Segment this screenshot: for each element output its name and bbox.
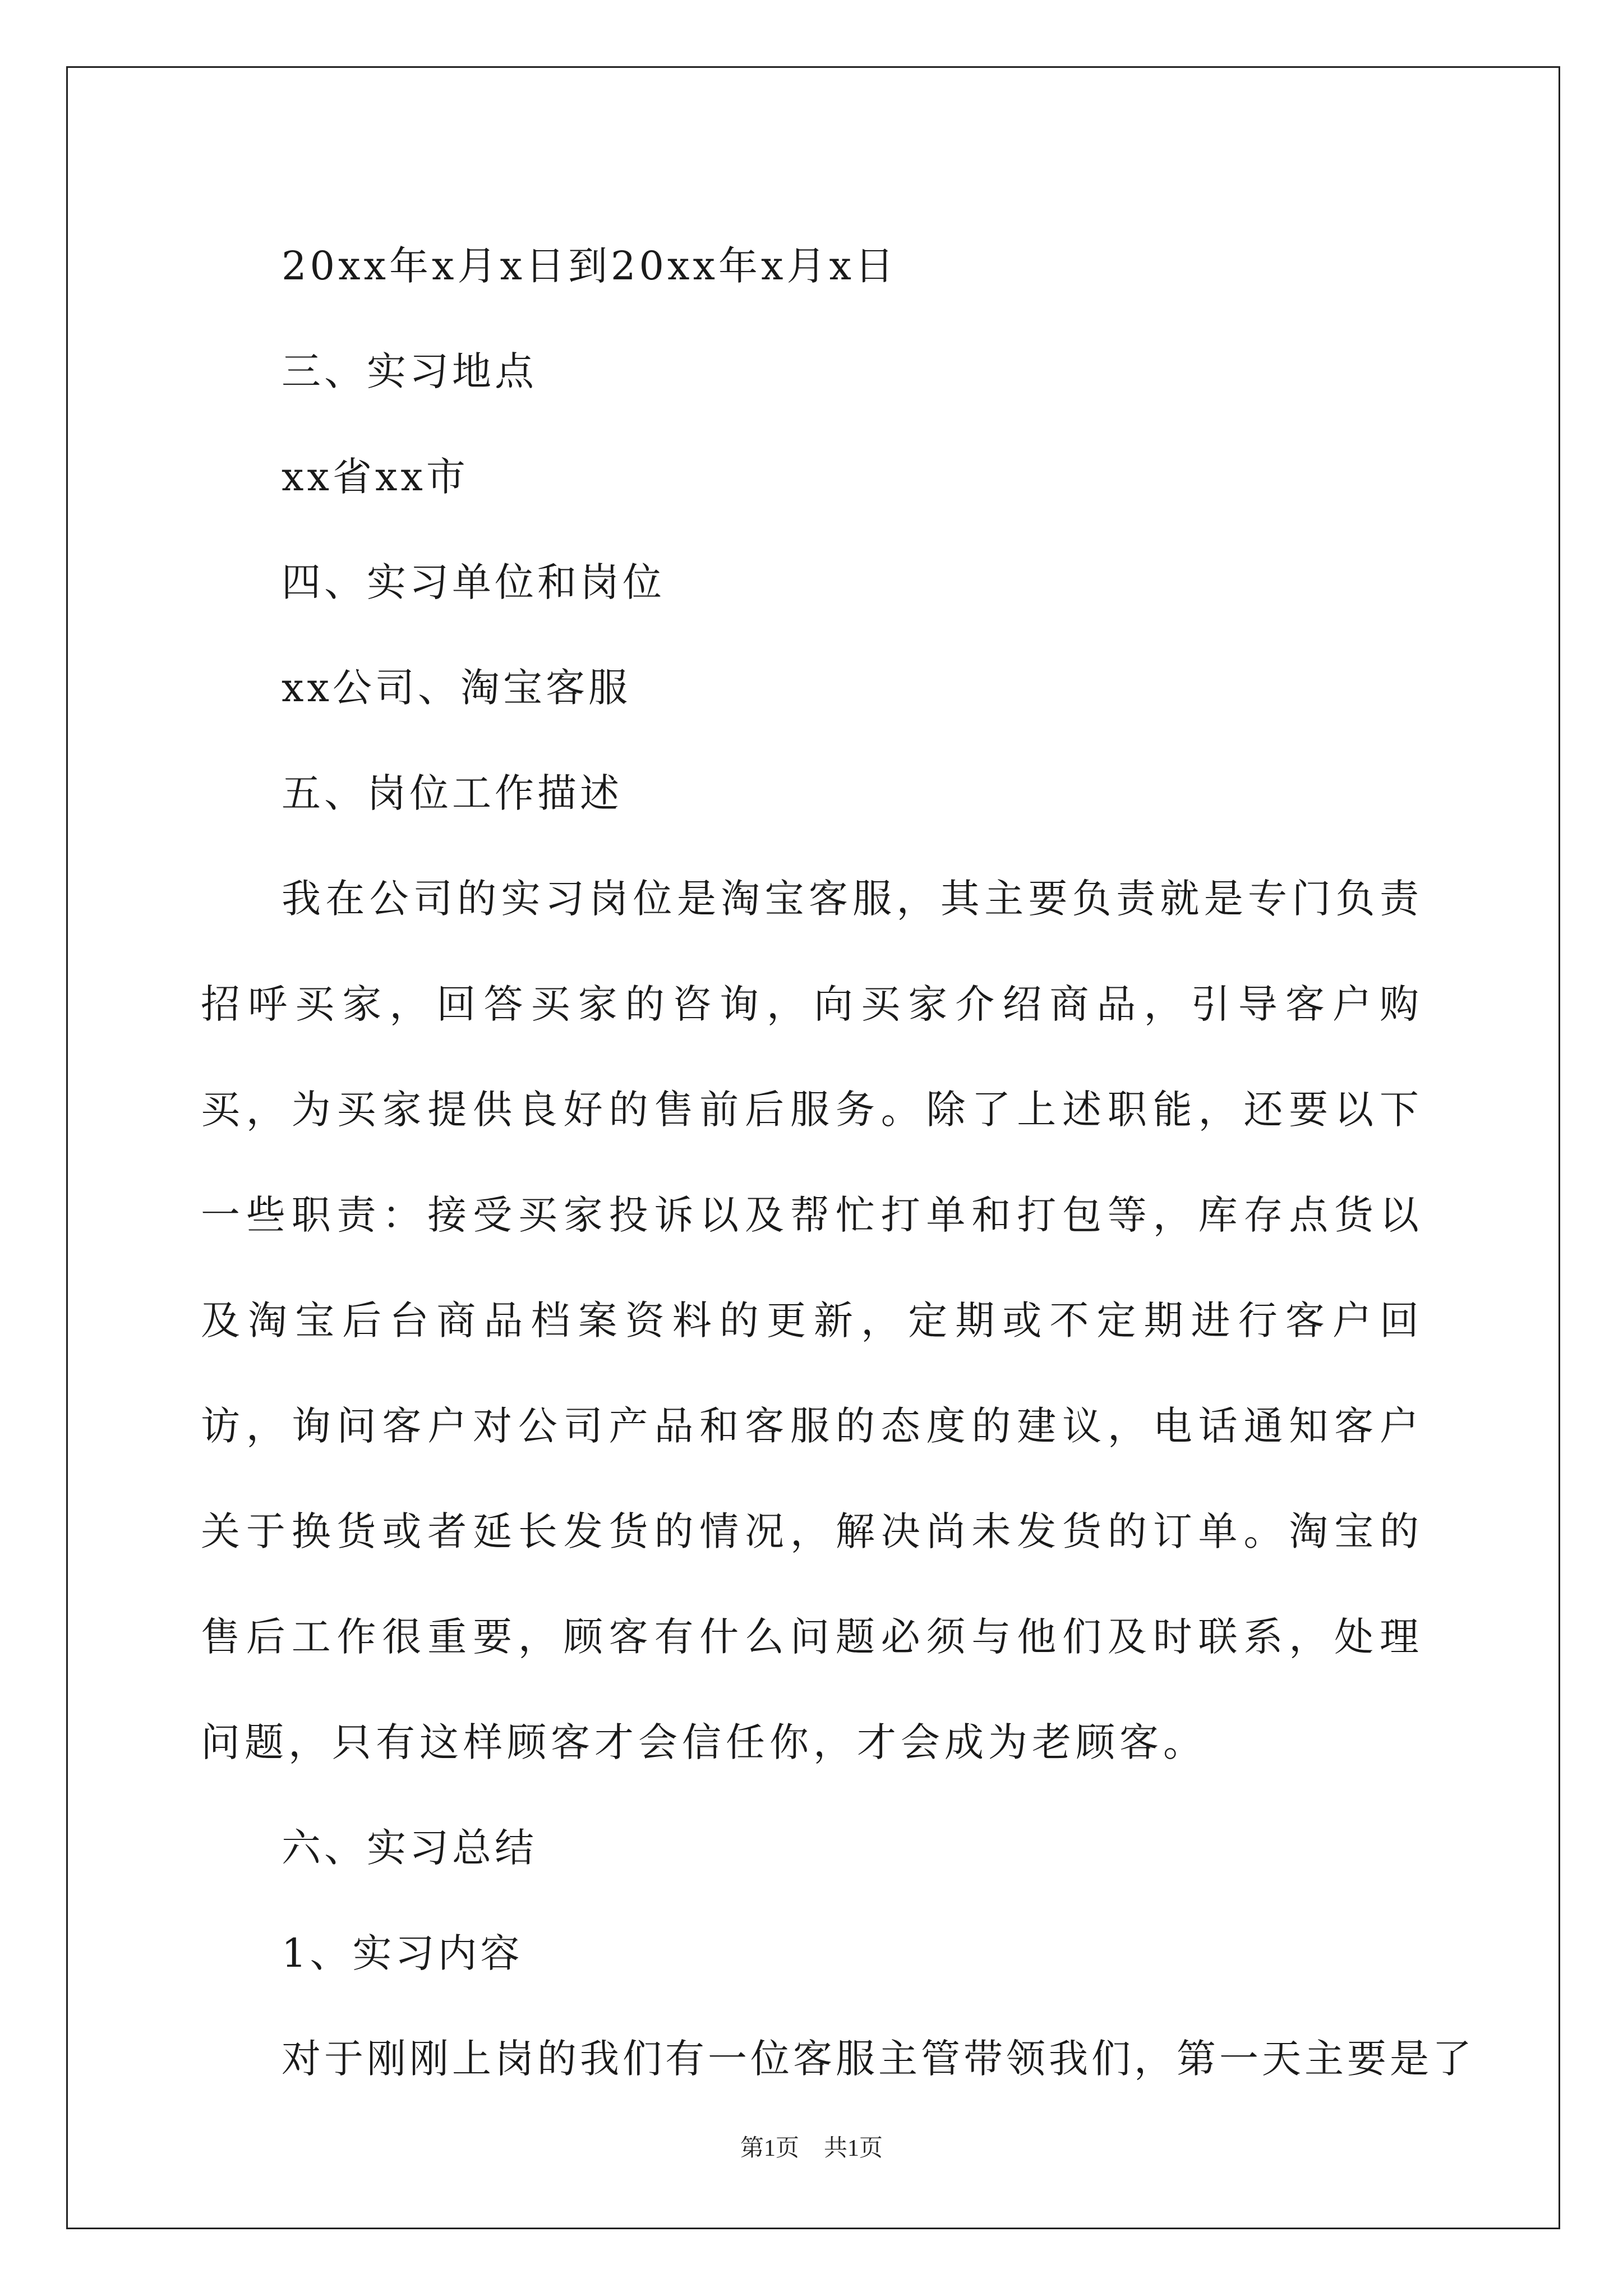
- document-body: [201, 213, 1475, 2111]
- page-total: 共1页: [824, 2136, 883, 2161]
- duties-paragraph: 我在公司的实习岗位是淘宝客服，其主要负责就是专门负责招呼买家，回答买家的咨询，向买家介绍商品，引导客户购买，为买家提供良好的售前后服务。除了上述职能，还要以下一些职责：接受买家投诉以及帮忙打单和打包等，库存点货以及淘宝后台商品档案资料的更新，定期或不定期进行客户回访，询问客户对公司产品和客服的态度的建议，电话通知客户关于换货或者延长发货的情况，解决尚未发货的订单。淘宝的售后工作很重要，顾客有什么问题必须与他们及时联系，处理问题，只有这样顾客才会信任你，才会成为老顾客。: [201, 876, 1423, 1765]
- internship-company: xx公司、淘宝客服: [282, 665, 631, 711]
- internship-location: xx省xx市: [282, 454, 469, 500]
- internship-period: 20xx年x月x日到20xx年x月x日: [282, 243, 897, 289]
- section-heading-location: 三、实习地点: [282, 348, 537, 394]
- page-number: 第1页: [740, 2136, 799, 2161]
- section-heading-company: 四、实习单位和岗位: [282, 559, 665, 605]
- page-footer: [0, 2132, 1623, 2165]
- content-paragraph: 对于刚刚上岗的我们有一位客服主管带领我们，第一天主要是了: [282, 2036, 1475, 2082]
- section-heading-summary: 六、实习总结: [282, 1825, 537, 1871]
- subheading-content: 1、实习内容: [282, 1930, 523, 1976]
- section-heading-duties: 五、岗位工作描述: [282, 770, 623, 816]
